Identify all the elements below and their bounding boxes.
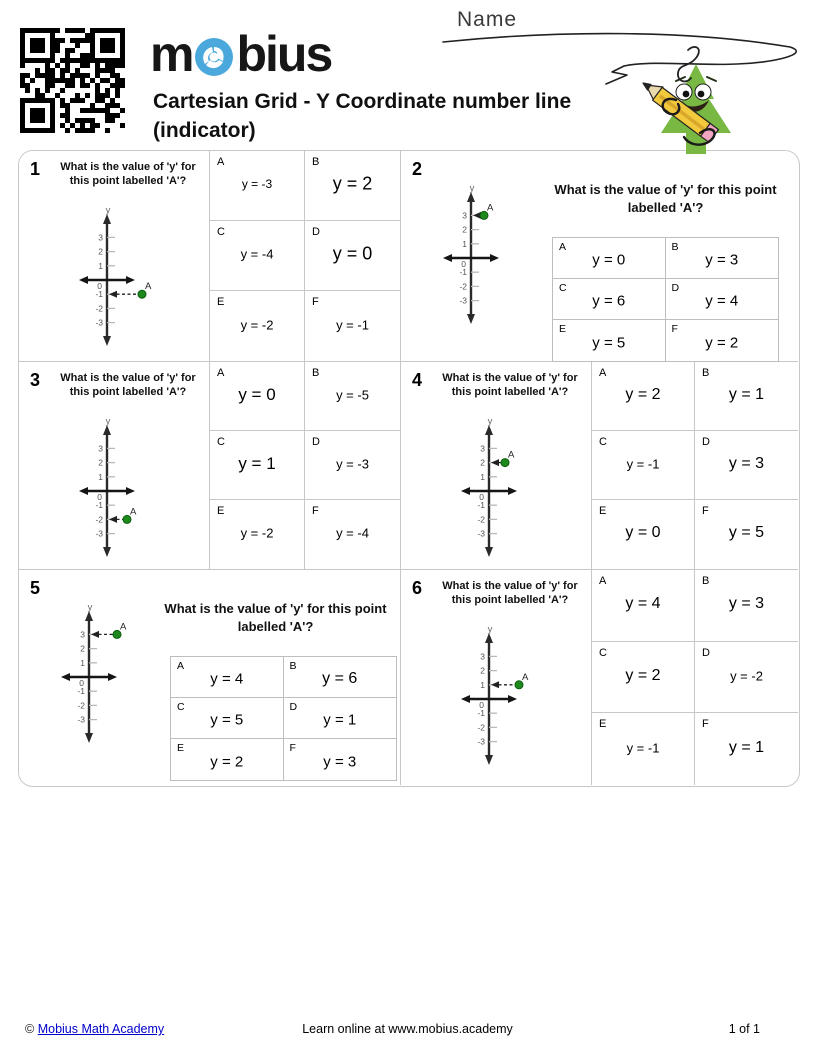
question-cell [401,570,798,785]
name-line [443,34,796,84]
option-cell [305,500,400,569]
option-value: y = 2 [625,666,661,684]
option-cell [284,739,397,780]
question-number: 2 [412,159,423,179]
option-cell [695,642,798,714]
svg-text:y: y [487,416,493,427]
svg-text:-1: -1 [477,708,485,719]
option-value: y = -4 [240,246,274,262]
option-letter: E [177,742,185,754]
option-cell [695,713,798,785]
option-value: y = 2 [705,334,739,352]
option-letter: A [599,575,607,587]
questions-grid [18,150,800,787]
option-value: y = -2 [240,525,274,541]
option-letter: A [559,241,567,253]
option-cell [305,362,400,431]
option-value: y = 5 [592,334,626,352]
svg-text:2: 2 [480,457,485,468]
svg-text:-2: -2 [77,700,85,711]
option-value: y = -2 [730,668,763,684]
number-line [431,183,536,333]
svg-text:2: 2 [462,224,467,235]
question-prompt: What is the value of 'y' for this point labelled 'A'? [60,372,196,399]
page-number: 1 of 1 [728,1022,760,1036]
option-letter: F [312,296,319,308]
option-letter: D [312,226,320,238]
point-a-label: A [120,621,127,633]
question-number: 3 [30,370,41,390]
footer-academy-link[interactable]: Mobius Math Academy [37,1022,165,1036]
footer [0,1022,815,1042]
option-cell [305,291,400,361]
option-cell [592,713,695,785]
svg-text:-1: -1 [477,500,485,511]
svg-text:-3: -3 [459,295,467,306]
option-cell [553,279,666,320]
svg-text:y: y [469,183,475,194]
option-value: y = -3 [336,456,369,472]
number-line [449,624,554,774]
option-letter: C [559,282,567,294]
option-letter: C [217,226,225,238]
svg-text:0: 0 [479,700,484,710]
svg-text:-1: -1 [77,686,85,697]
question-prompt: What is the value of 'y' for this point labelled 'A'? [60,161,196,188]
option-value: y = 1 [728,385,765,403]
svg-text:0: 0 [479,492,484,502]
option-value: y = 4 [210,670,244,688]
option-cell [171,657,284,698]
option-cell [695,362,798,431]
svg-text:-3: -3 [477,528,485,539]
option-letter: F [702,505,709,517]
question-number: 6 [412,578,423,598]
option-value: y = 1 [323,711,357,729]
option-letter: B [312,156,320,168]
option-cell [171,739,284,780]
point-a-label: A [487,202,494,214]
question-prompt: What is the value of 'y' for this point labelled 'A'? [442,372,578,399]
option-value: y = 6 [322,670,358,687]
option-value: y = -1 [626,456,660,472]
svg-text:3: 3 [480,651,485,662]
logo-text-post: bius [236,26,332,82]
svg-text:-3: -3 [477,736,485,747]
option-cell [553,320,666,361]
option-letter: A [217,367,225,379]
option-value: y = 3 [323,753,357,771]
option-cell [592,570,695,642]
question-number: 5 [30,578,41,598]
svg-text:1: 1 [98,471,103,482]
option-cell [592,431,695,500]
option-letter: C [599,646,607,659]
option-letter: B [312,367,320,379]
option-cell [284,657,397,698]
option-value: y = 0 [625,524,661,542]
svg-text:1: 1 [462,238,467,249]
svg-text:0: 0 [79,678,84,688]
option-value: y = 3 [728,454,765,472]
svg-text:-1: -1 [95,500,103,511]
question-prompt: What is the value of 'y' for this point labelled 'A'? [554,182,777,215]
answers-grid [209,362,400,569]
qr-code [20,28,125,133]
option-cell [592,642,695,714]
option-letter: A [599,367,607,379]
number-line [449,416,554,566]
option-cell [695,500,798,569]
svg-text:2: 2 [98,457,103,468]
option-cell [666,238,779,279]
logo-text-pre: m [150,26,193,82]
svg-text:-2: -2 [459,281,467,292]
svg-text:y: y [487,624,493,635]
option-cell [305,221,400,291]
question-prompt: What is the value of 'y' for this point labelled 'A'? [164,601,387,634]
option-letter: A [217,156,225,168]
option-letter: B [702,367,710,379]
option-value: y = 2 [210,753,244,771]
question-cell [19,151,401,362]
option-value: y = 3 [705,251,739,269]
option-value: y = 0 [238,384,276,404]
option-cell [284,698,397,739]
svg-text:1: 1 [480,679,485,690]
question-left-pane [19,362,209,569]
option-value: y = -3 [241,177,273,192]
svg-text:-3: -3 [77,714,85,725]
point-a-label: A [145,281,152,293]
option-letter: B [289,660,297,672]
option-letter: B [671,241,679,253]
option-cell [666,279,779,320]
question-cell [19,362,401,570]
option-letter: A [177,660,185,672]
answers-grid [591,362,798,569]
svg-text:2: 2 [480,665,485,676]
svg-text:0: 0 [461,259,466,269]
point-a-label: A [522,671,529,683]
option-cell [210,151,305,221]
option-value: y = 5 [728,524,765,542]
option-value: y = 1 [728,738,765,756]
option-cell [305,431,400,500]
option-cell [210,362,305,431]
option-cell [210,291,305,361]
option-value: y = -4 [336,525,369,541]
logo-o-icon [193,36,235,78]
option-cell [553,238,666,279]
svg-text:y: y [105,205,111,216]
option-value: y = -1 [626,740,660,756]
option-cell [666,320,779,361]
svg-text:1: 1 [480,471,485,482]
question-cell [19,570,401,785]
option-letter: C [177,701,185,713]
svg-text:3: 3 [80,629,85,640]
option-letter: C [599,436,607,448]
option-value: y = 2 [332,173,373,194]
option-value: y = 2 [625,385,661,403]
answers-grid [591,570,798,785]
svg-text:1: 1 [98,260,103,271]
option-letter: D [702,436,710,448]
option-value: y = 0 [592,251,626,269]
option-letter: E [599,505,607,517]
question-number: 4 [412,370,423,390]
option-cell [210,500,305,569]
option-cell [592,362,695,431]
option-letter: F [312,505,319,517]
option-value: y = 5 [210,711,244,729]
option-letter: D [671,282,680,294]
option-cell [695,431,798,500]
option-letter: F [289,742,296,754]
svg-text:-2: -2 [95,514,103,525]
svg-text:-2: -2 [477,514,485,525]
option-cell [210,431,305,500]
option-letter: E [599,718,607,731]
question-cell [401,362,798,570]
question-left-pane [401,362,591,569]
svg-text:3: 3 [480,443,485,454]
answers-grid [209,151,400,361]
option-letter: D [312,436,320,448]
svg-text:-3: -3 [95,528,103,539]
copyright-symbol: © [25,1022,35,1036]
option-letter: C [217,436,225,448]
answers-table [552,237,779,362]
answers-table [170,656,397,781]
option-letter: B [702,575,710,587]
svg-text:2: 2 [80,643,85,654]
question-number: 1 [30,159,41,179]
question-left-pane [401,570,591,785]
svg-text:-2: -2 [95,303,103,314]
svg-text:3: 3 [98,443,103,454]
svg-text:2: 2 [98,246,103,257]
svg-text:3: 3 [98,232,103,243]
name-label: Name [457,8,518,31]
svg-text:0: 0 [97,492,102,502]
option-letter: D [289,701,298,713]
svg-text:-3: -3 [95,317,103,328]
option-cell [695,570,798,642]
question-left-pane [19,151,209,361]
svg-text:0: 0 [97,281,102,291]
footer-center-text: Learn online at www.mobius.academy [302,1022,513,1036]
option-value: y = 3 [728,594,765,612]
number-line [49,602,154,752]
svg-text:-1: -1 [459,267,467,278]
svg-text:-2: -2 [477,722,485,733]
point-a-label: A [508,449,515,461]
option-letter: F [702,718,709,731]
svg-text:y: y [105,416,111,427]
option-letter: F [671,323,678,335]
number-line [67,205,172,355]
svg-text:3: 3 [462,210,467,221]
option-value: y = -2 [240,317,274,333]
svg-text:1: 1 [80,657,85,668]
option-value: y = 4 [705,292,739,310]
option-value: y = 0 [332,243,373,264]
point-a-label: A [130,506,137,518]
svg-text:-1: -1 [95,289,103,300]
option-letter: E [217,296,225,308]
option-value: y = -1 [336,317,369,333]
option-value: y = 6 [592,292,626,310]
option-cell [592,500,695,569]
option-cell [305,151,400,221]
option-letter: E [559,323,567,335]
option-value: y = 1 [238,453,276,473]
question-cell [401,151,798,362]
option-value: y = 4 [625,594,661,612]
svg-text:y: y [87,602,93,613]
number-line [67,416,172,566]
option-letter: E [217,505,225,517]
option-cell [171,698,284,739]
option-cell [210,221,305,291]
question-prompt: What is the value of 'y' for this point labelled 'A'? [442,580,578,607]
option-value: y = -5 [336,387,369,403]
worksheet-title: Cartesian Grid - Y Coordinate number line (indicator) [153,90,572,142]
option-letter: D [702,646,710,659]
mobius-logo [150,24,331,84]
